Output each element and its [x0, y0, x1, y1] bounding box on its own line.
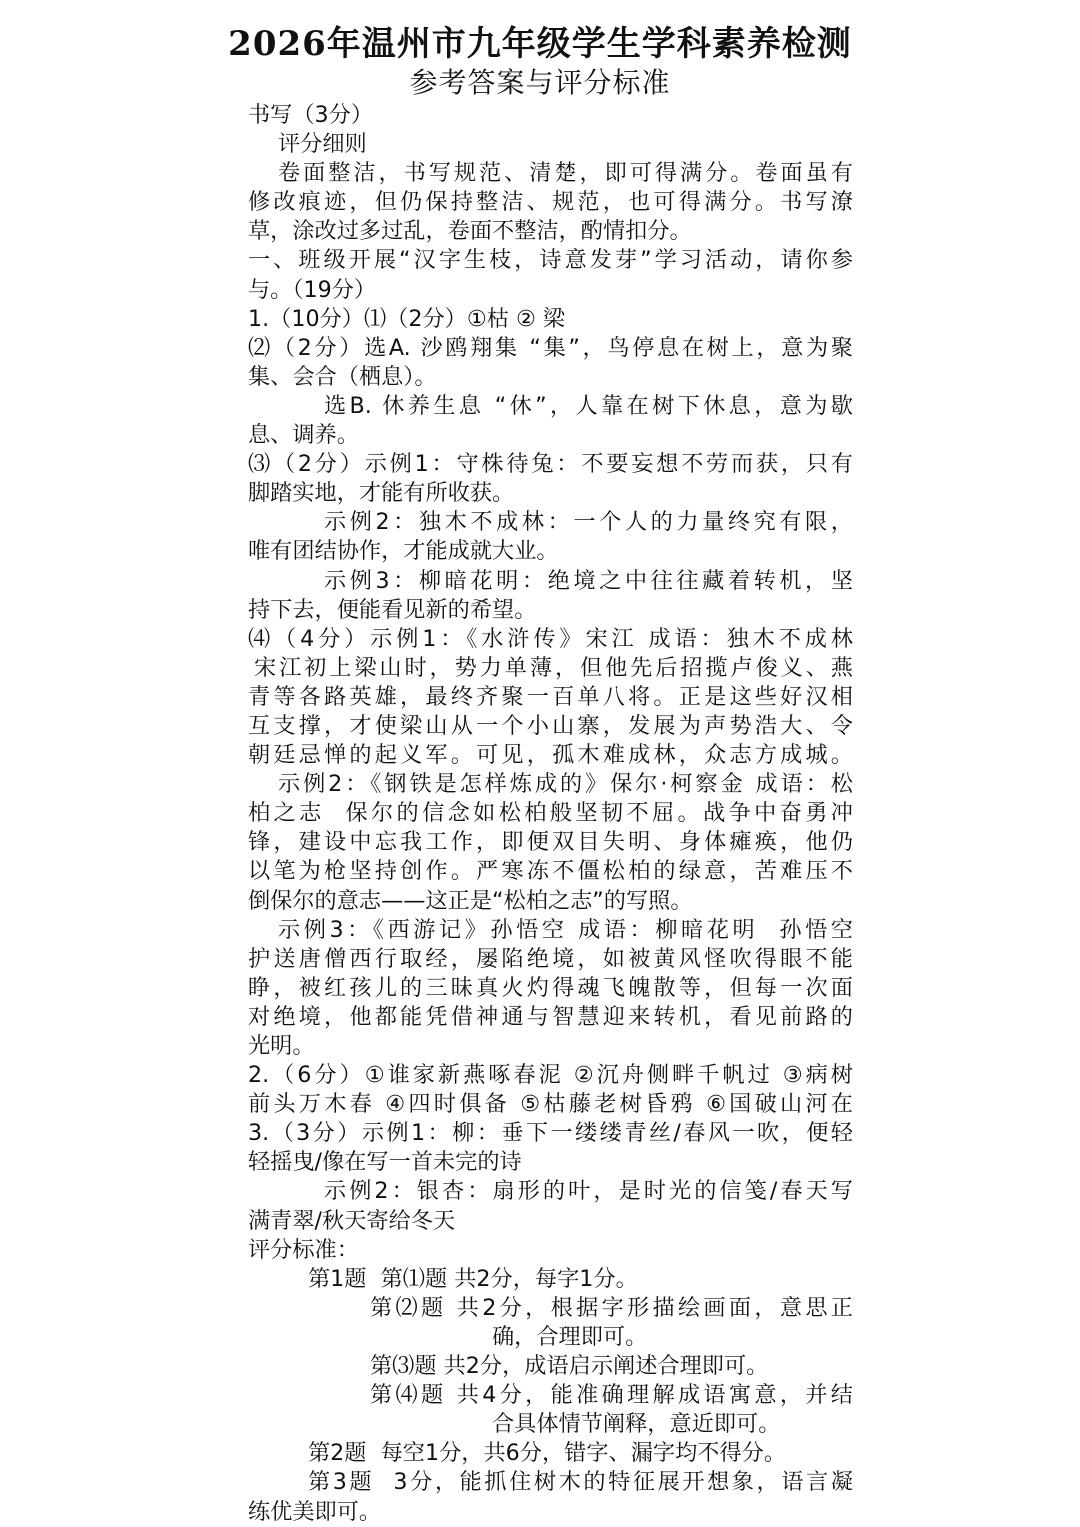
text-line: 合具体情节阐释，意近即可。 — [492, 1411, 781, 1438]
text-line: 对绝境，他都能凭借神通与智慧迎来转机，看见前路的 — [248, 1003, 853, 1030]
watermark-mark — [924, 1467, 984, 1497]
text-line: 评分细则 — [278, 131, 367, 158]
text-line: ⑷（4分）示例1：《水浒传》宋江 成语：独木不成林 — [248, 625, 853, 652]
text-line: 护送唐僧西行取经，屡陷绝境，如被黄风怪吹得眼不能 — [248, 945, 853, 972]
text-line: 锋，建设中忘我工作，即便双目失明、身体瘫痪，他仍 — [248, 829, 853, 856]
text-line: 3.（3分）示例1：柳：垂下一缕缕青丝/春风一吹，便轻 — [248, 1120, 853, 1147]
text-line: ⑶（2分）示例1：守株待兔：不要妄想不劳而获，只有 — [248, 451, 853, 478]
text-line: 示例3：《西游记》孙悟空 成语：柳暗花明 孙悟空 — [278, 916, 853, 943]
document-subtitle: 参考答案与评分标准 — [409, 66, 671, 99]
text-line: 评分标准： — [248, 1236, 359, 1263]
text-line: 选B. 休养生息 “休”，人靠在树下休息，意为歇 — [324, 392, 853, 419]
text-line: 示例3：柳暗花明：绝境之中往往藏着转机，坚 — [324, 567, 853, 594]
text-line: 第3题 3分，能抓住树木的特征展开想象，语言凝 — [308, 1469, 853, 1496]
text-line: 练优美即可。 — [248, 1498, 382, 1525]
text-line: 草，涂改过多过乱，卷面不整洁，酌情扣分。 — [248, 218, 692, 245]
text-line: 第⑵题 共2分，根据字形描绘画面，意思正 — [370, 1294, 853, 1321]
text-line: 书写（3分） — [248, 102, 374, 128]
text-line: 卷面整洁，书写规范、清楚，即可得满分。卷面虽有 — [278, 160, 853, 187]
text-line: 第⑶题 共2分，成语启示阐述合理即可。 — [370, 1353, 769, 1380]
text-line: 宋江初上梁山时，势力单薄，但他先后招揽卢俊义、燕 — [254, 654, 853, 681]
text-line: 修改痕迹，但仍保持整洁、规范，也可得满分。书写潦 — [248, 189, 853, 216]
text-line: 确，合理即可。 — [492, 1323, 648, 1350]
text-line: 2.（6分）①谁家新燕啄春泥 ②沉舟侧畔千帆过 ③病树 — [248, 1062, 853, 1089]
text-line: 1.（10分）⑴（2分）①枯 ② 梁 — [248, 305, 566, 332]
text-line: 息、调养。 — [248, 422, 359, 449]
text-line: 光明。 — [248, 1033, 315, 1059]
text-line: 睁，被红孩儿的三昧真火灼得魂飞魄散等，但每一次面 — [248, 974, 853, 1001]
text-line: 以笔为枪坚持创作。严寒冻不僵松柏的绿意，苦难压不 — [248, 858, 853, 885]
text-line: 朝廷忌惮的起义军。可见，孤木难成林，众志方成城。 — [248, 742, 853, 769]
answer-key-body — [248, 101, 853, 1527]
text-line: 第⑷题 共4分，能准确理解成语寓意，并结 — [370, 1382, 853, 1409]
text-line: 集、会合（栖息）。 — [248, 363, 437, 390]
text-line: 与。（19分） — [248, 276, 377, 303]
text-line: 前头万木春 ④四时俱备 ⑤枯藤老树昏鸦 ⑥国破山河在 — [248, 1091, 853, 1118]
document-title: 2026年温州市九年级学生学科素养检测 — [228, 24, 852, 64]
text-line: 青等各路英雄，最终齐聚一百单八将。正是这些好汉相 — [248, 683, 853, 710]
text-line: ⑵（2分）选A. 沙鸥翔集 “集”，鸟停息在树上，意为聚 — [248, 334, 853, 361]
text-line: 互支撑，才使梁山从一个小山寨，发展为声势浩大、令 — [248, 712, 853, 739]
text-line: 示例2：独木不成林：一个人的力量终究有限， — [324, 509, 853, 536]
text-line: 持下去，便能看见新的希望。 — [248, 596, 537, 623]
text-line: 轻摇曳/像在写一首未完的诗 — [248, 1149, 522, 1176]
text-line: 满青翠/秋天寄给冬天 — [248, 1207, 456, 1234]
text-line: 第1题 第⑴题 共2分，每字1分。 — [308, 1265, 638, 1292]
text-line: 柏之志 保尔的信念如松柏般坚韧不屈。战争中奋勇冲 — [248, 800, 853, 827]
text-line: 倒保尔的意志——这正是“松柏之志”的写照。 — [248, 887, 693, 914]
text-line: 示例2：《钢铁是怎样炼成的》保尔·柯察金 成语：松 — [278, 771, 853, 798]
text-line: 示例2：银杏：扇形的叶，是时光的信笺/春天写 — [324, 1178, 853, 1205]
text-line: 脚踏实地，才能有所收获。 — [248, 480, 515, 507]
text-line: 唯有团结协作，才能成就大业。 — [248, 538, 559, 565]
text-line: 一、班级开展“汉字生枝，诗意发芽”学习活动，请你参 — [248, 247, 853, 274]
text-line: 第2题 每空1分，共6分，错字、漏字均不得分。 — [308, 1440, 787, 1467]
